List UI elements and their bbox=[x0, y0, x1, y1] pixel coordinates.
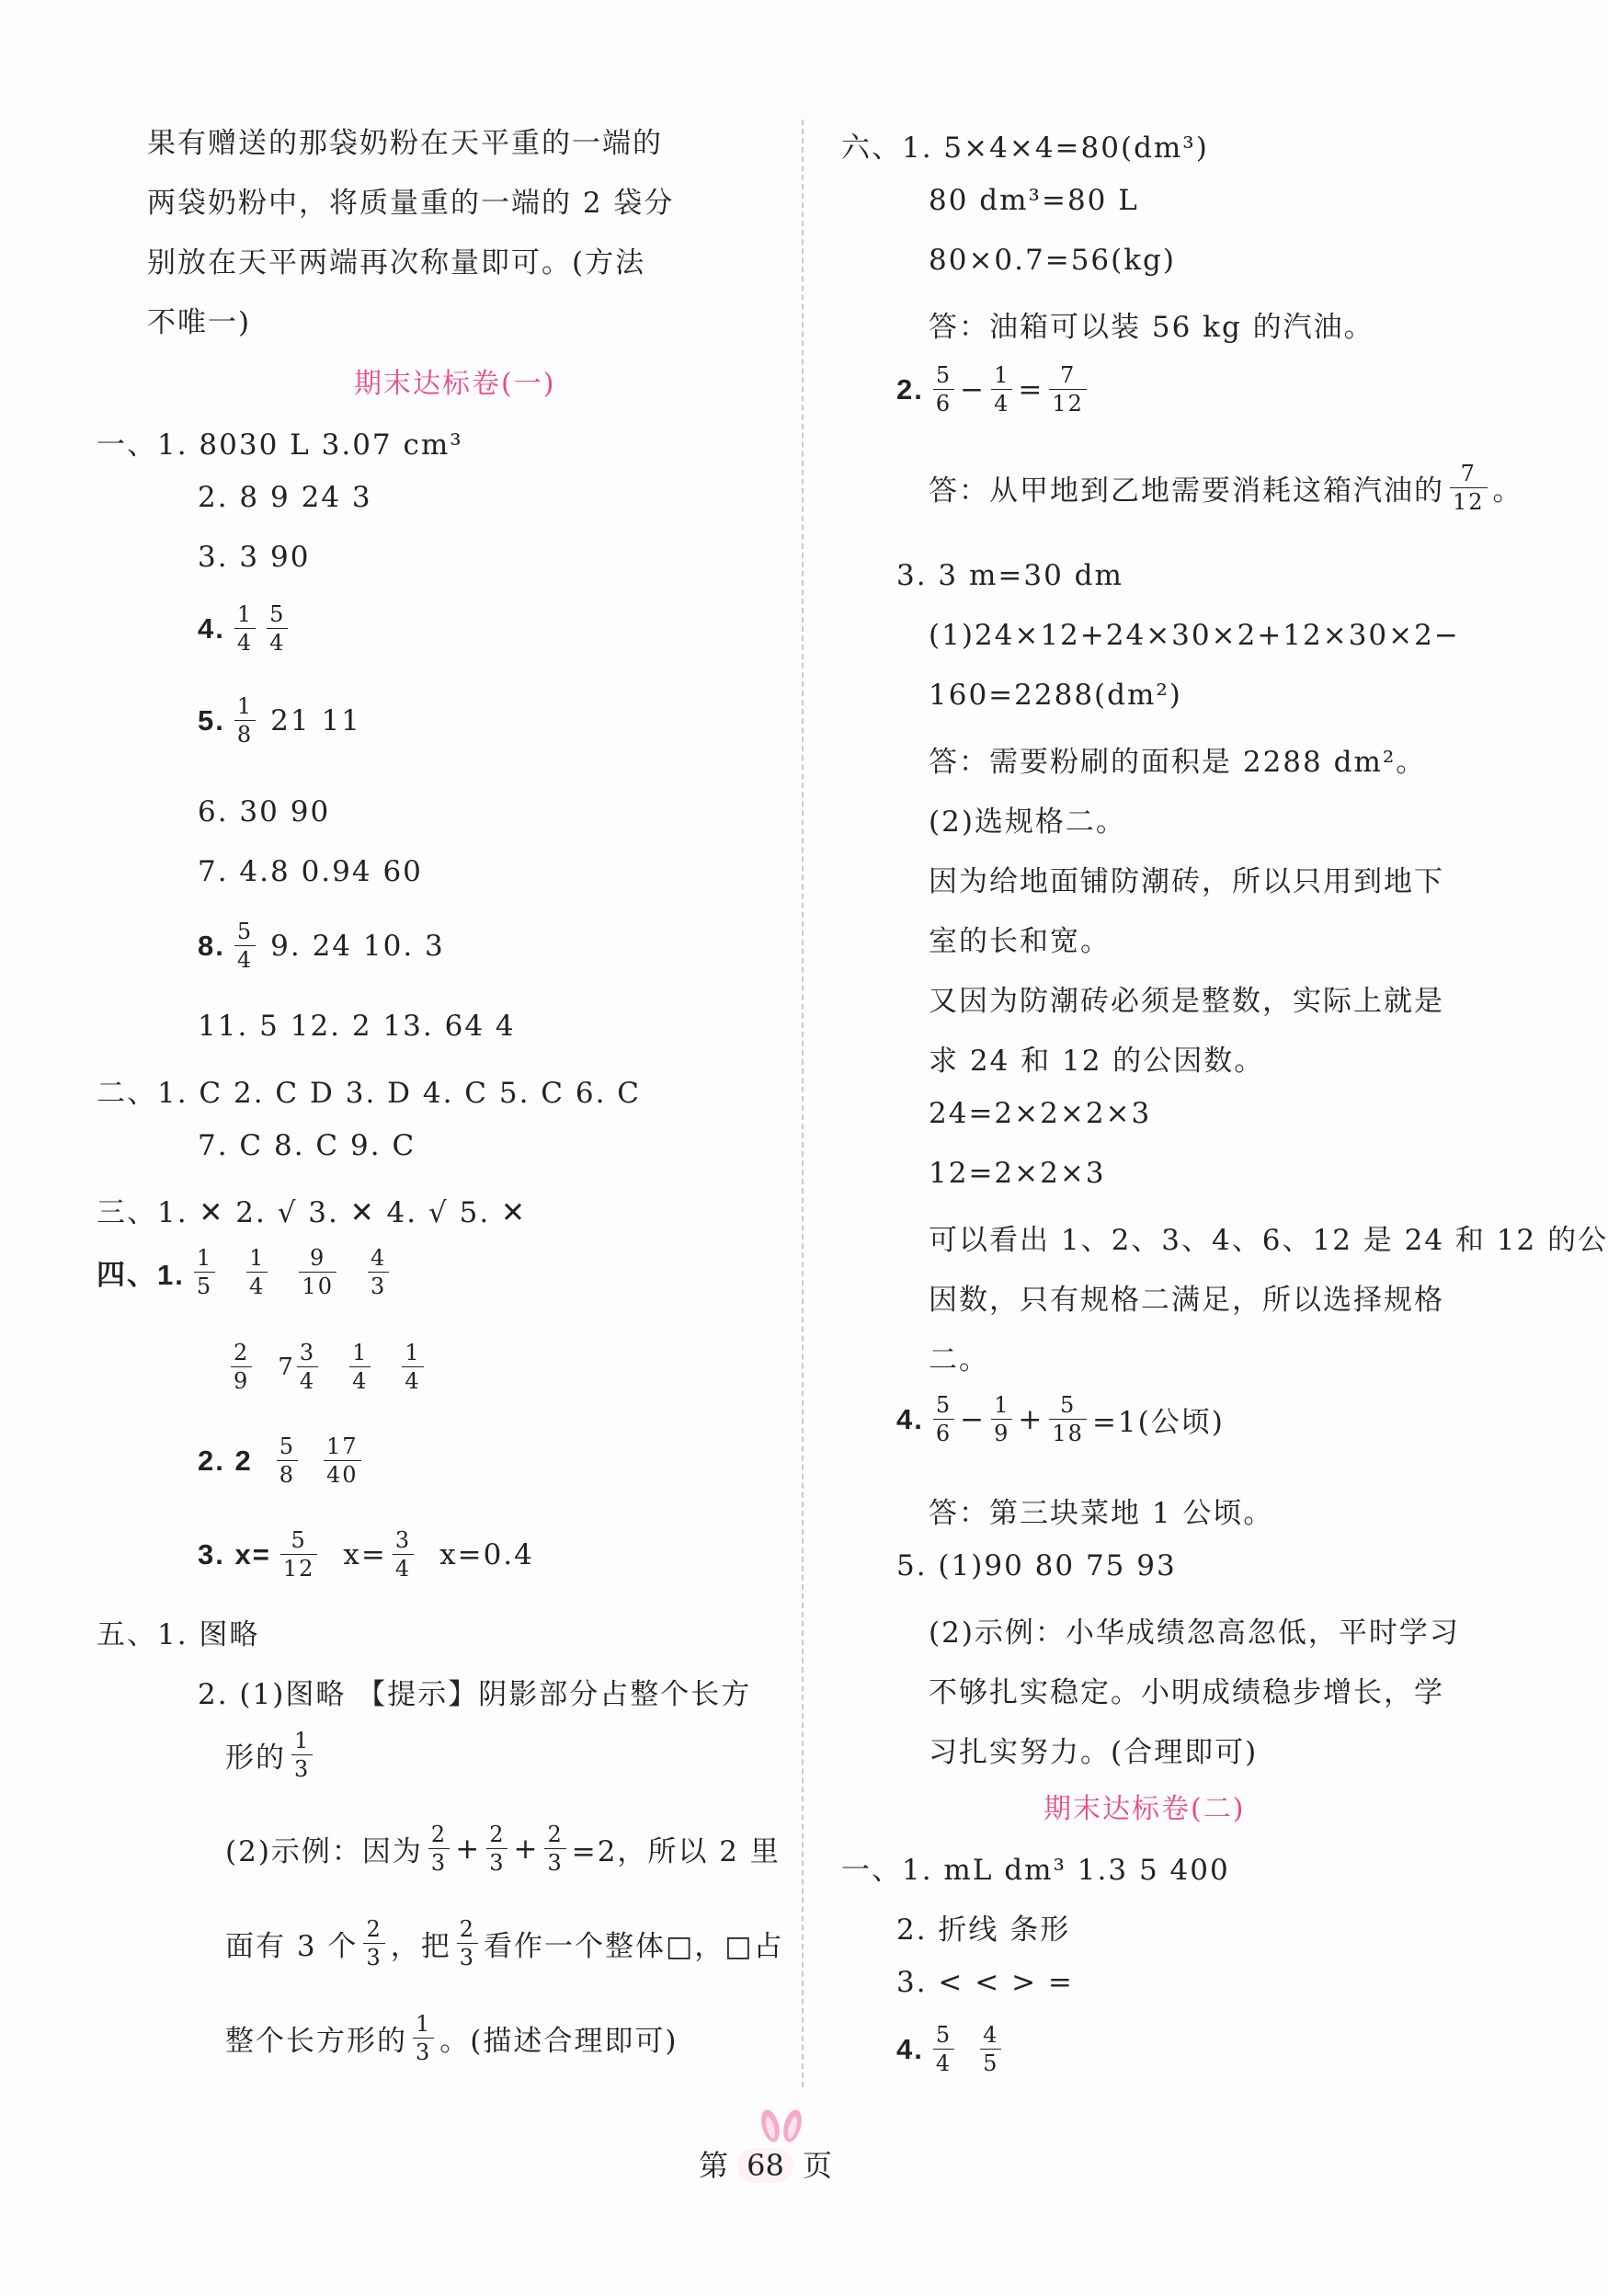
fraction: $\frac{9}{10}$ bbox=[299, 1246, 336, 1299]
fraction: $\frac{3}{4}$ bbox=[393, 1528, 414, 1582]
column-divider bbox=[802, 120, 804, 2087]
fraction: $\frac{5}{4}$ bbox=[933, 2023, 954, 2076]
fraction: $\frac{1}{4}$ bbox=[246, 1246, 268, 1299]
fraction: $\frac{1}{3}$ bbox=[413, 2012, 434, 2065]
answer-6-3m: 二。 bbox=[929, 1343, 989, 1376]
fraction: $\frac{1}{9}$ bbox=[991, 1393, 1012, 1446]
fraction: $\frac{1}{4}$ bbox=[349, 1341, 371, 1394]
answer-6-2: 2. $\frac{5}{6}$ − $\frac{1}{4}$ = $\frac{7}{12}$ bbox=[896, 363, 1092, 417]
answer-6-5a: (2)示例：小华成绩忽高忽低，平时学习 bbox=[929, 1616, 1460, 1650]
answer-6-1: 六、1. 5×4×4=80(dm³) bbox=[841, 131, 1209, 165]
answer-1-5: 5. $\frac{1}{8}$ 21 11 bbox=[198, 693, 361, 748]
fraction: $\frac{1}{4}$ bbox=[402, 1341, 423, 1394]
page-prefix: 第 bbox=[698, 2148, 728, 2183]
answer-6-4-answer: 答：第三块菜地 1 公顷。 bbox=[929, 1497, 1274, 1530]
answer-6-1b: 80 dm³=80 L bbox=[929, 184, 1139, 217]
answer-6-2-answer: 答：从甲地到乙地需要消耗这箱汽油的 $\frac{7}{12}$ 。 bbox=[929, 461, 1523, 516]
page-footer bbox=[0, 2142, 1531, 2185]
answer-5-2-frac: 形的 $\frac{1}{3}$ bbox=[225, 1729, 318, 1782]
answer-6-3h: 求 24 和 12 的公因数。 bbox=[929, 1045, 1265, 1078]
fraction: $\frac{7}{12}$ bbox=[1049, 363, 1087, 417]
answer-t2-1: 一、1. mL dm³ 1.3 5 400 bbox=[841, 1854, 1230, 1887]
answer-6-5b: 不够扎实稳定。小明成绩稳步增长，学 bbox=[929, 1676, 1444, 1709]
answer-6-5: 5. (1)90 80 75 93 bbox=[896, 1549, 1177, 1582]
answer-5-1: 五、1. 图略 bbox=[97, 1618, 260, 1651]
answer-3-1: 三、1. ✕ 2. √ 3. ✕ 4. √ 5. ✕ bbox=[97, 1196, 528, 1229]
fraction: $\frac{4}{3}$ bbox=[368, 1246, 389, 1299]
answer-6-4: 4. $\frac{5}{6}$ − $\frac{1}{9}$ + $\frac{5}{18}$ =1(公顷) bbox=[896, 1392, 1225, 1447]
fraction: $\frac{5}{6}$ bbox=[933, 1393, 954, 1446]
answer-1-6: 6. 30 90 bbox=[198, 795, 331, 828]
answer-4-3: 3. x= $\frac{5}{12}$ x= $\frac{3}{4}$ x=0.4 bbox=[198, 1527, 534, 1582]
intro-line-1: 果有赠送的那袋奶粉在天平重的一端的 bbox=[147, 127, 663, 160]
answer-6-3j: 12=2×2×3 bbox=[929, 1157, 1106, 1190]
section-title-2: 期末达标卷(二) bbox=[1043, 1793, 1246, 1825]
fraction: $\frac{5}{4}$ bbox=[234, 920, 256, 973]
answer-5-2-whole: 面有 3 个 $\frac{2}{3}$ ，把 $\frac{2}{3}$ 看作一个整体□，□占 bbox=[225, 1916, 784, 1971]
fraction: $\frac{1}{4}$ bbox=[234, 602, 256, 656]
fraction: $\frac{5}{6}$ bbox=[933, 363, 954, 417]
answer-6-3i: 24=2×2×2×3 bbox=[929, 1097, 1152, 1130]
answer-6-3: 3. 3 m=30 dm bbox=[896, 559, 1123, 592]
fraction: $\frac{5}{12}$ bbox=[280, 1528, 318, 1582]
fraction: $\frac{7}{12}$ bbox=[1450, 462, 1488, 515]
section-title-1: 期末达标卷(一) bbox=[354, 368, 556, 400]
answer-6-3f: 室的长和宽。 bbox=[929, 925, 1111, 958]
answer-t2-2: 2. 折线 条形 bbox=[896, 1913, 1071, 1947]
answer-4-2: 2. 2 $\frac{5}{8}$ $\frac{17}{40}$ bbox=[198, 1434, 367, 1488]
answer-6-3k: 可以看出 1、2、3、4、6、12 是 24 和 12 的公 bbox=[929, 1224, 1608, 1257]
answer-6-3d: (2)选规格二。 bbox=[929, 805, 1126, 839]
answer-6-3g: 又因为防潮砖必须是整数，实际上就是 bbox=[929, 985, 1444, 1018]
fraction: $\frac{1}{8}$ bbox=[234, 694, 256, 748]
fraction: $\frac{5}{4}$ bbox=[267, 602, 288, 656]
fraction: $\frac{2}{9}$ bbox=[231, 1341, 252, 1394]
answer-5-2: 2. (1)图略 【提示】阴影部分占整个长方 bbox=[198, 1678, 752, 1711]
answer-6-3c: 答：需要粉刷的面积是 2288 dm²。 bbox=[929, 746, 1427, 779]
intro-line-3: 别放在天平两端再次称量即可。(方法 bbox=[147, 246, 646, 280]
answer-4-1-row2: $\frac{2}{9}$ 7 $\frac{3}{4}$ $\frac{1}{4}$ $\frac{1}{4}$ bbox=[225, 1341, 429, 1394]
answer-6-1c: 80×0.7=56(kg) bbox=[929, 244, 1176, 277]
answer-t2-4: 4. $\frac{5}{4}$ $\frac{4}{5}$ bbox=[896, 2023, 1007, 2076]
intro-line-4: 不唯一) bbox=[147, 306, 252, 339]
page-number: 68 bbox=[737, 2148, 793, 2183]
fraction: $\frac{1}{4}$ bbox=[991, 363, 1012, 417]
answer-5-2-example: (2)示例：因为 $\frac{2}{3}$ + $\frac{2}{3}$ + $\frac{2}{3}$ =2，所以 2 里 bbox=[225, 1822, 781, 1877]
fraction: $\frac{1}{3}$ bbox=[291, 1729, 313, 1782]
answer-6-1d: 答：油箱可以装 56 kg 的汽油。 bbox=[929, 311, 1374, 344]
answer-t2-3: 3. < < > = bbox=[896, 1966, 1074, 1999]
answer-5-2-end: 整个长方形的 $\frac{1}{3}$ 。(描述合理即可) bbox=[225, 2011, 679, 2066]
answer-1-4: 4. $\frac{1}{4}$ $\frac{5}{4}$ bbox=[198, 602, 293, 656]
answer-1-11: 11. 5 12. 2 13. 64 4 bbox=[198, 1010, 516, 1043]
answer-1-2: 2. 8 9 24 3 bbox=[198, 481, 372, 514]
fraction: $\frac{2}{3}$ bbox=[486, 1822, 507, 1876]
bunny-ears-icon bbox=[745, 2106, 818, 2142]
answer-2-1: 二、1. C 2. C D 3. D 4. C 5. C 6. C bbox=[97, 1077, 642, 1110]
intro-line-2: 两袋奶粉中，将质量重的一端的 2 袋分 bbox=[147, 187, 675, 220]
fraction: $\frac{4}{5}$ bbox=[980, 2023, 1001, 2076]
answer-4-1: 四、1. $\frac{1}{5}$ $\frac{1}{4}$ $\frac{9}{10}$ $\frac{4}{3}$ bbox=[97, 1246, 394, 1299]
page-suffix: 页 bbox=[803, 2148, 833, 2183]
answer-1-1: 一、1. 8030 L 3.07 cm³ bbox=[97, 428, 463, 462]
answer-2-7: 7. C 8. C 9. C bbox=[198, 1129, 416, 1162]
fraction: $\frac{5}{18}$ bbox=[1049, 1393, 1087, 1446]
answer-1-8: 8. $\frac{5}{4}$ 9. 24 10. 3 bbox=[198, 919, 445, 974]
fraction: $\frac{2}{3}$ bbox=[544, 1822, 565, 1876]
answer-6-3b: 160=2288(dm²) bbox=[929, 679, 1182, 712]
fraction: $\frac{17}{40}$ bbox=[324, 1434, 361, 1488]
fraction: $\frac{2}{3}$ bbox=[428, 1822, 450, 1876]
fraction: $\frac{3}{4}$ bbox=[297, 1341, 318, 1394]
fraction: $\frac{5}{8}$ bbox=[277, 1434, 298, 1488]
answer-1-3: 3. 3 90 bbox=[198, 541, 311, 574]
fraction: $\frac{2}{3}$ bbox=[457, 1917, 478, 1970]
answer-6-3a: (1)24×12+24×30×2+12×30×2− bbox=[929, 619, 1460, 652]
answer-6-3l: 因数，只有规格二满足，所以选择规格 bbox=[929, 1284, 1444, 1317]
fraction: $\frac{1}{5}$ bbox=[194, 1246, 215, 1299]
answer-1-7: 7. 4.8 0.94 60 bbox=[198, 855, 423, 888]
answer-6-3e: 因为给地面铺防潮砖，所以只用到地下 bbox=[929, 865, 1444, 898]
fraction: $\frac{2}{3}$ bbox=[363, 1917, 384, 1970]
answer-6-5c: 习扎实努力。(合理即可) bbox=[929, 1736, 1259, 1769]
